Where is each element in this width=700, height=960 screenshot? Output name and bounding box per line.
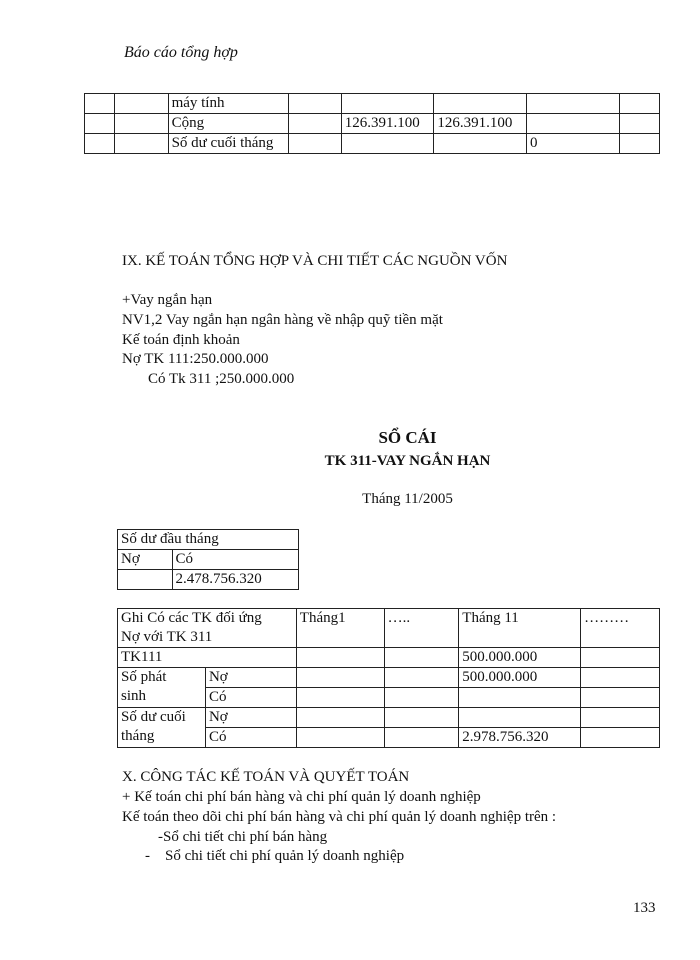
table-row xyxy=(85,114,660,134)
table-row xyxy=(85,134,660,154)
opening-label: Số dư đầu tháng xyxy=(118,530,299,550)
tk111-value: 500.000.000 xyxy=(459,648,581,668)
credit-label: Có xyxy=(172,550,298,570)
arising-label-line: Số phát xyxy=(121,669,167,685)
credit-label: Có xyxy=(205,688,296,708)
ledger-subtitle: TK 311-VAY NGẮN HẠN xyxy=(324,453,491,469)
debit-label: Nợ xyxy=(118,550,173,570)
opening-credit-value: 2.478.756.320 xyxy=(172,570,298,590)
section-9-line: Nợ TK 111:250.000.000 xyxy=(122,351,269,367)
tk111-label: TK111 xyxy=(118,648,297,668)
table-row xyxy=(118,648,660,668)
page-number: 133 xyxy=(633,900,656,916)
section-10-line: + Kế toán chi phí bán hàng và chi phí quản lý doanh nghiệp xyxy=(122,789,481,805)
closing-balance: 0 xyxy=(527,134,620,154)
table-row xyxy=(118,609,660,648)
section-10-line: Kế toán theo dõi chi phí bán hàng và chi phí quản lý doanh nghiệp trên : xyxy=(122,809,557,825)
row-label: Cộng xyxy=(168,114,289,134)
top-table xyxy=(84,93,660,154)
section-10-line: Sổ chi tiết chi phí quản lý doanh nghiệp xyxy=(165,848,405,864)
total-debit: 126.391.100 xyxy=(341,114,434,134)
section-9-line: +Vay ngắn hạn xyxy=(122,292,213,308)
closing-credit-value: 2.978.756.320 xyxy=(459,728,581,748)
month1-header: Tháng1 xyxy=(296,609,384,648)
table-row xyxy=(118,550,299,570)
table-row xyxy=(85,94,660,114)
ledger-title: SỔ CÁI xyxy=(378,428,437,447)
column-header-line: Nợ với TK 311 xyxy=(121,629,213,645)
section-9-heading: IX. KẾ TOÁN TỔNG HỢP VÀ CHI TIẾT CÁC NGUỒN VỐN xyxy=(122,253,508,269)
table-row xyxy=(118,708,660,728)
section-9-line: NV1,2 Vay ngắn hạn ngân hàng về nhập quỹ tiền mặt xyxy=(122,312,443,328)
arising-label-line: sinh xyxy=(121,688,147,704)
debit-label: Nợ xyxy=(205,708,296,728)
table-row xyxy=(118,668,660,688)
table-row xyxy=(118,530,299,550)
section-9-line: Có Tk 311 ;250.000.000 xyxy=(148,371,295,387)
opening-balance-table xyxy=(117,529,299,590)
dots-header: ….. xyxy=(384,609,459,648)
credit-label: Có xyxy=(205,728,296,748)
table-row xyxy=(118,570,299,590)
page-header: Báo cáo tổng hợp xyxy=(124,44,238,61)
arising-debit-value: 500.000.000 xyxy=(459,668,581,688)
total-credit: 126.391.100 xyxy=(434,114,527,134)
arising-label xyxy=(118,668,206,708)
dots-header: ……… xyxy=(581,609,660,648)
ledger-table xyxy=(117,608,660,748)
section-10-heading: X. CÔNG TÁC KẾ TOÁN VÀ QUYẾT TOÁN xyxy=(122,769,410,785)
closing-label xyxy=(118,708,206,748)
section-10-line: -Sổ chi tiết chi phí bán hàng xyxy=(158,829,328,845)
ledger-month: Tháng 11/2005 xyxy=(362,491,453,507)
row-label: máy tính xyxy=(168,94,289,114)
month11-header: Tháng 11 xyxy=(459,609,581,648)
ledger-column-header xyxy=(118,609,297,648)
closing-label-line: tháng xyxy=(121,728,155,744)
row-label: Số dư cuối tháng xyxy=(168,134,289,154)
closing-label-line: Số dư cuối xyxy=(121,709,186,725)
column-header-line: Ghi Có các TK đối ứng xyxy=(121,610,262,626)
list-dash: - xyxy=(145,848,150,864)
debit-label: Nợ xyxy=(205,668,296,688)
section-9-line: Kế toán định khoản xyxy=(122,332,240,348)
